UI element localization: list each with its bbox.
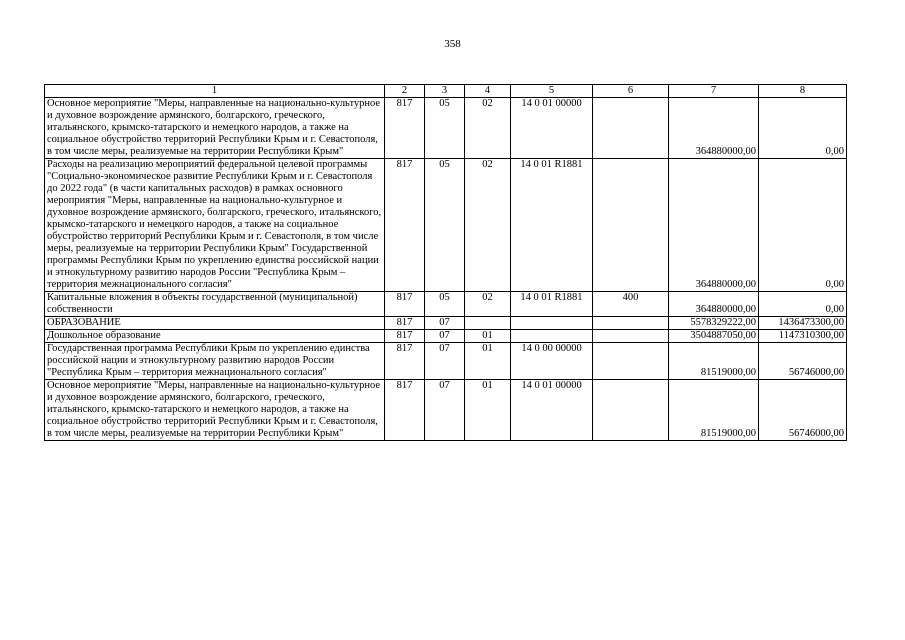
table-row	[45, 317, 847, 330]
cell-amount-8: 0,00	[759, 292, 847, 317]
cell-section: 07	[425, 317, 465, 330]
cell-target-article: 14 0 01 R1881	[511, 159, 593, 292]
column-header: 4	[465, 85, 511, 98]
cell-amount-8: 1436473300,00	[759, 317, 847, 330]
row-name: Капитальные вложения в объекты государственной (муниципальной) собственности	[45, 292, 385, 317]
cell-amount-8: 0,00	[759, 159, 847, 292]
cell-ministry: 817	[385, 343, 425, 380]
header-row	[45, 85, 847, 98]
table-row	[45, 159, 847, 292]
cell-ministry: 817	[385, 98, 425, 159]
cell-expense-type	[593, 343, 669, 380]
column-header: 5	[511, 85, 593, 98]
column-header: 6	[593, 85, 669, 98]
row-name: Основное мероприятие "Меры, направленные на национально-культурное и духовное возрождение армянского, болгарского, греческого, итальянского, крымско-татарского и немецкого народов, а также на социальное обустройство территорий Республики Крым и г. Севастополя, в том числе меры, реализуемые на территории Республики Крым"	[45, 98, 385, 159]
cell-amount-8: 56746000,00	[759, 380, 847, 441]
cell-section: 05	[425, 292, 465, 317]
table-row	[45, 330, 847, 343]
cell-subsection: 02	[465, 159, 511, 292]
cell-amount-7: 364880000,00	[669, 292, 759, 317]
table-row	[45, 292, 847, 317]
table-row	[45, 380, 847, 441]
cell-target-article	[511, 330, 593, 343]
cell-amount-8: 1147310300,00	[759, 330, 847, 343]
column-header: 2	[385, 85, 425, 98]
cell-subsection: 01	[465, 380, 511, 441]
cell-ministry: 817	[385, 380, 425, 441]
cell-expense-type	[593, 330, 669, 343]
cell-amount-7: 5578329222,00	[669, 317, 759, 330]
cell-subsection: 02	[465, 98, 511, 159]
page-number: 358	[444, 38, 461, 50]
cell-expense-type	[593, 159, 669, 292]
cell-subsection: 01	[465, 330, 511, 343]
cell-ministry: 817	[385, 330, 425, 343]
column-header: 3	[425, 85, 465, 98]
cell-target-article: 14 0 00 00000	[511, 343, 593, 380]
budget-table	[44, 84, 847, 441]
row-name: Основное мероприятие "Меры, направленные на национально-культурное и духовное возрождение армянского, болгарского, греческого, итальянского, крымско-татарского и немецкого народов, а также на социальное обустройство территорий Республики Крым и г. Севастополя, в том числе меры, реализуемые на территории Республики Крым"	[45, 380, 385, 441]
cell-subsection	[465, 317, 511, 330]
cell-amount-7: 364880000,00	[669, 98, 759, 159]
cell-subsection: 01	[465, 343, 511, 380]
row-name: Государственная программа Республики Крым по укреплению единства российской нации и этнокультурному развитию народов России "Республика Крым – территория межнационального согласия"	[45, 343, 385, 380]
cell-ministry: 817	[385, 159, 425, 292]
column-header: 1	[45, 85, 385, 98]
cell-ministry: 817	[385, 317, 425, 330]
cell-amount-8: 56746000,00	[759, 343, 847, 380]
cell-expense-type: 400	[593, 292, 669, 317]
column-header: 7	[669, 85, 759, 98]
cell-amount-7: 364880000,00	[669, 159, 759, 292]
cell-section: 05	[425, 98, 465, 159]
cell-amount-7: 81519000,00	[669, 343, 759, 380]
cell-section: 05	[425, 159, 465, 292]
cell-expense-type	[593, 98, 669, 159]
cell-amount-7: 81519000,00	[669, 380, 759, 441]
cell-expense-type	[593, 380, 669, 441]
cell-ministry: 817	[385, 292, 425, 317]
cell-section: 07	[425, 343, 465, 380]
cell-target-article: 14 0 01 R1881	[511, 292, 593, 317]
column-header: 8	[759, 85, 847, 98]
cell-section: 07	[425, 380, 465, 441]
cell-target-article	[511, 317, 593, 330]
cell-target-article: 14 0 01 00000	[511, 98, 593, 159]
cell-amount-8: 0,00	[759, 98, 847, 159]
table-row	[45, 343, 847, 380]
cell-amount-7: 3504887050,00	[669, 330, 759, 343]
cell-subsection: 02	[465, 292, 511, 317]
cell-expense-type	[593, 317, 669, 330]
row-name: Дошкольное образование	[45, 330, 385, 343]
row-name: ОБРАЗОВАНИЕ	[45, 317, 385, 330]
table-row	[45, 98, 847, 159]
row-name: Расходы на реализацию мероприятий федеральной целевой программы "Социально-экономическое развитие Республики Крым и г. Севастополя до 2022 года" (в части капитальных расходов) в рамках основного мероприятия "Меры, направленные на национально-культурное и духовное возрождение армянского, болгарского, греческого, итальянского, крымско-татарского и немецкого народов, а также на социальное обустройство территорий Республики Крым и г. Севастополя, в том числе меры, реализуемые на территории Республики Крым" Государственной программы Республики Крым по укреплению единства российской нации и этнокультурному развитию народов России "Республика Крым – территория межнационального согласия"	[45, 159, 385, 292]
cell-section: 07	[425, 330, 465, 343]
cell-target-article: 14 0 01 00000	[511, 380, 593, 441]
